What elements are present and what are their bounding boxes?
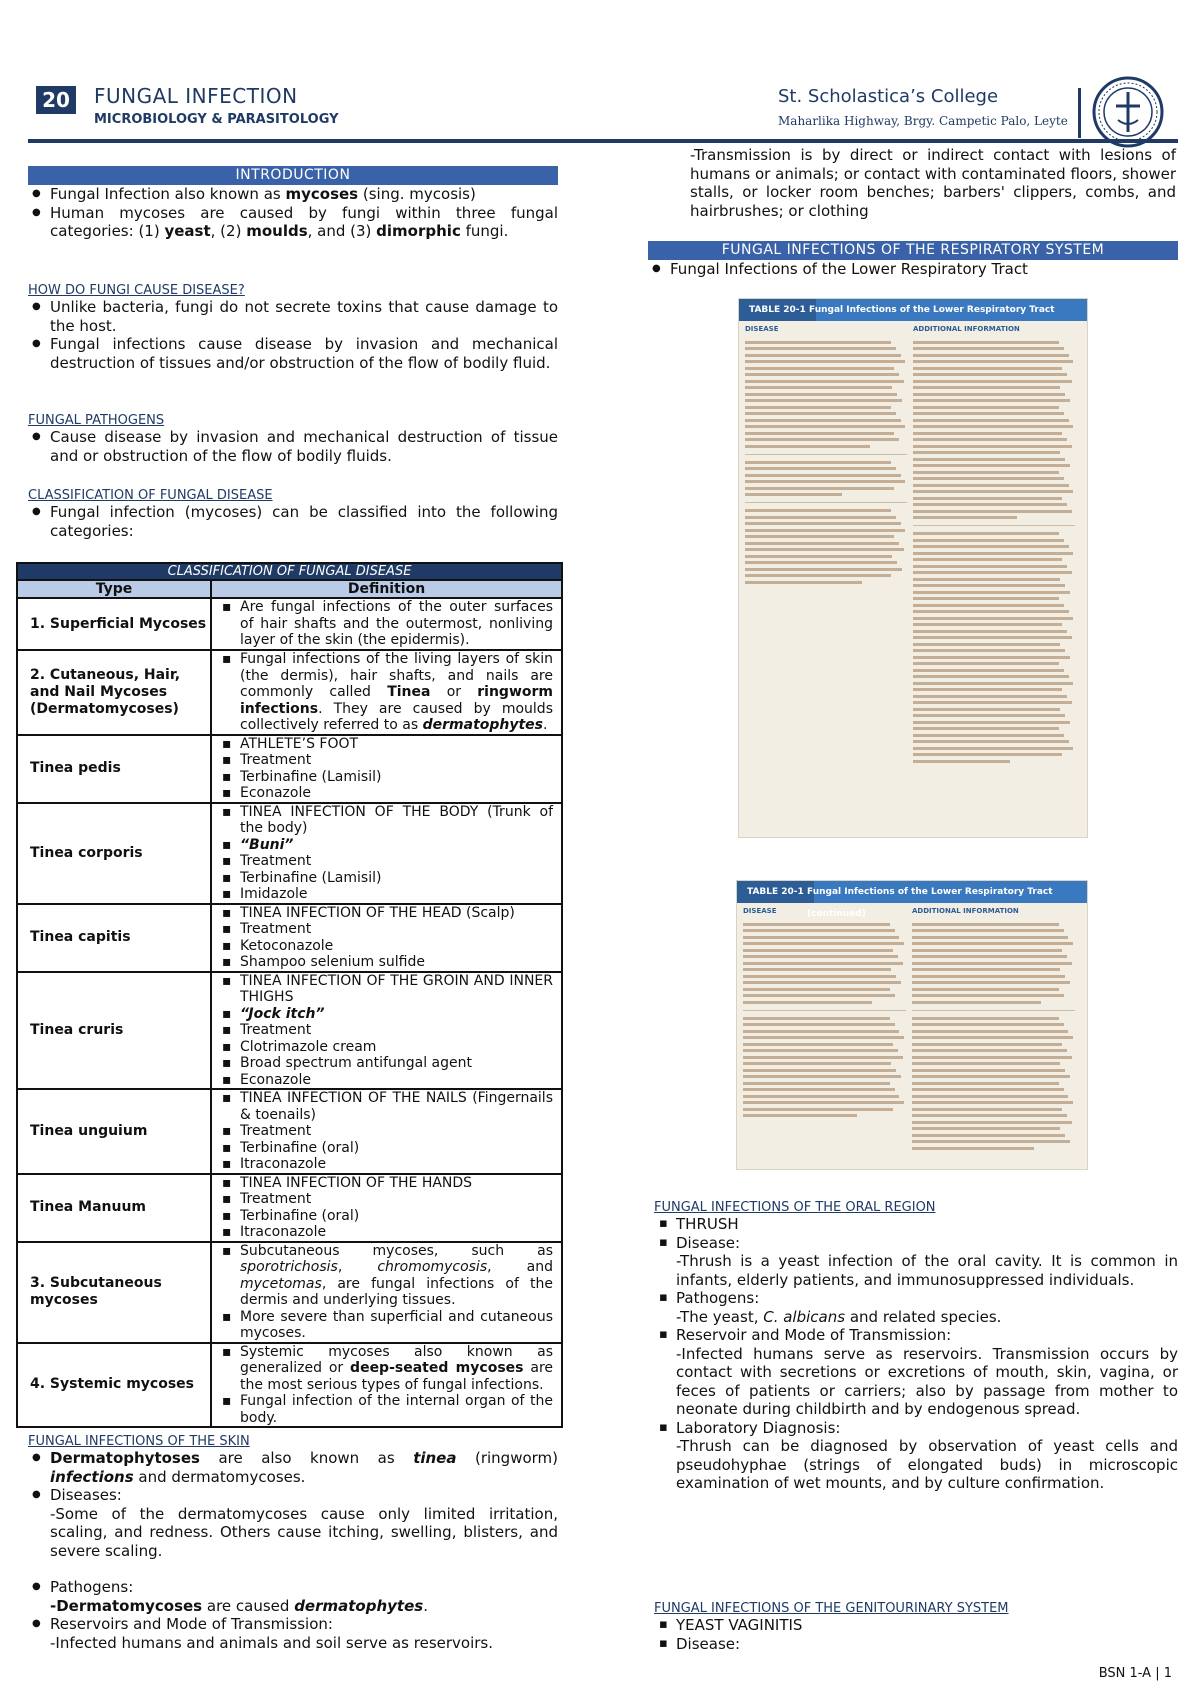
document-subtitle: MICROBIOLOGY & PARASITOLOGY [94, 112, 339, 127]
row-definition [211, 735, 562, 803]
oral-pathogens-text: -The yeast, C. albicans and related species. [676, 1307, 1002, 1326]
skin-bullet-4: ● Reservoirs and Mode of Transmission: [28, 1615, 558, 1634]
definition-item: ▪ ATHLETE’S FOOT [218, 736, 553, 753]
definition-item: ▪ Are fungal infections of the outer surfaces of hair shafts and the outermost, nonliving layer of the skin (the epidermis). [218, 599, 553, 649]
pathogens-section [28, 413, 558, 465]
figure-text-block [737, 919, 1087, 1153]
row-type: Tinea Manuum [17, 1174, 211, 1242]
oral-section [654, 1200, 1178, 1493]
definition-item: ▪ TINEA INFECTION OF THE BODY (Trunk of the body) [218, 804, 553, 837]
figure-column-header: DISEASE [745, 325, 779, 333]
figure-title: Fungal Infections of the Lower Respiratory Tract (continued) [807, 887, 1053, 919]
oral-bullet-1: ▪ THRUSH [654, 1215, 1178, 1234]
figure-column-header: ADDITIONAL INFORMATION [913, 325, 1020, 333]
respiratory-table-image-1 [738, 298, 1088, 838]
definition-item: ▪ TINEA INFECTION OF THE GROIN AND INNER THIGHS [218, 973, 553, 1006]
definition-item: ▪ Treatment [218, 1123, 553, 1140]
table-row [17, 803, 562, 904]
definition-item: ▪ Terbinafine (Lamisil) [218, 870, 553, 887]
row-type: 3. Subcutaneous mycoses [17, 1242, 211, 1343]
row-definition [211, 972, 562, 1090]
definition-item: ▪ More severe than superficial and cutaneous mycoses. [218, 1309, 553, 1342]
row-type: Tinea unguium [17, 1089, 211, 1174]
definition-item: ▪ Systemic mycoses also known as generalized or deep-seated mycoses are the most serious types of fungal infections. [218, 1344, 553, 1394]
definition-item: ▪ Treatment [218, 1022, 553, 1039]
respiratory-bullet-1: ● Fungal Infections of the Lower Respiratory Tract [648, 260, 1178, 279]
row-type: 4. Systemic mycoses [17, 1343, 211, 1428]
col-header-type: Type [17, 580, 211, 598]
oral-bullet-3: ▪ Pathogens: [654, 1289, 1178, 1308]
table-row [17, 972, 562, 1090]
figure-title: Fungal Infections of the Lower Respiratory Tract [809, 305, 1055, 315]
gu-bullet-1: ▪ YEAST VAGINITIS [654, 1616, 1178, 1635]
definition-item: ▪ Econazole [218, 785, 553, 802]
skin-section [28, 1434, 558, 1652]
skin-diseases-text: -Some of the dermatomycoses cause only limited irritation, scaling, and redness. Others cause itching, swelling, blisters, and severe scaling. [50, 1504, 558, 1560]
definition-item: ▪ TINEA INFECTION OF THE NAILS (Fingernails & toenails) [218, 1090, 553, 1123]
how-bullet-1: ● Unlike bacteria, fungi do not secrete toxins that cause damage to the host. [28, 298, 558, 335]
gu-bullet-2: ▪ Disease: [654, 1635, 1178, 1654]
classification-table [16, 562, 563, 1428]
introduction-heading: INTRODUCTION [28, 166, 558, 185]
table-row [17, 598, 562, 650]
definition-item: ▪ Fungal infections of the living layers of skin (the dermis), hair shafts, and nails are commonly called Tinea or ringworm infections. They are caused by moulds collectively referred to as dermatophytes. [218, 651, 553, 734]
definition-item: ▪ Ketoconazole [218, 938, 553, 955]
definition-item: ▪ Treatment [218, 1191, 553, 1208]
transmission-text: -Transmission is by direct or indirect contact with lesions of humans or animals; or contact with contaminated floors, shower stalls, or locker room benches; barbers' clippers, combs, and hairbrushes; or clothing [690, 146, 1176, 220]
college-address: Maharlika Highway, Brgy. Campetic Palo, Leyte [778, 114, 1068, 128]
definition-item: ▪ Terbinafine (oral) [218, 1208, 553, 1225]
definition-item: ▪ TINEA INFECTION OF THE HEAD (Scalp) [218, 905, 553, 922]
row-definition [211, 904, 562, 972]
definition-item: ▪ Treatment [218, 752, 553, 769]
oral-bullet-2: ▪ Disease: [654, 1234, 1178, 1253]
definition-item: ▪ Terbinafine (oral) [218, 1140, 553, 1157]
oral-bullet-5: ▪ Laboratory Diagnosis: [654, 1419, 1178, 1438]
row-definition [211, 598, 562, 650]
figure-tag: TABLE 20-1 [737, 881, 814, 903]
definition-item: ▪ Treatment [218, 853, 553, 870]
oral-heading: FUNGAL INFECTIONS OF THE ORAL REGION [654, 1200, 936, 1215]
oral-diagnosis-text: -Thrush can be diagnosed by observation of yeast cells and pseudohyphae (strings of elongated buds) in microscopic examination of wet mounts, and by culture confirmation. [676, 1437, 1178, 1492]
table-row [17, 1343, 562, 1428]
table-row [17, 735, 562, 803]
row-type: 2. Cutaneous, Hair, and Nail Mycoses (Dermatomycoses) [17, 650, 211, 735]
table-row [17, 1174, 562, 1242]
oral-disease-text: -Thrush is a yeast infection of the oral cavity. It is common in infants, elderly patients, and immunosuppressed individuals. [676, 1252, 1178, 1289]
college-name: St. Scholastica’s College [778, 86, 999, 107]
definition-item: ▪ Shampoo selenium sulfide [218, 954, 553, 971]
table-row [17, 1242, 562, 1343]
figure-column-header: ADDITIONAL INFORMATION [912, 907, 1019, 915]
header-divider [1078, 88, 1081, 138]
definition-item: ▪ Clotrimazole cream [218, 1039, 553, 1056]
figure-tag: TABLE 20-1 [739, 299, 816, 321]
respiratory-heading: FUNGAL INFECTIONS OF THE RESPIRATORY SYSTEM [648, 241, 1178, 260]
definition-item: ▪ Subcutaneous mycoses, such as sporotrichosis, chromomycosis, and mycetomas, are fungal infections of the dermis and underlying tissues. [218, 1243, 553, 1309]
skin-reservoirs-text: -Infected humans and animals and soil serve as reservoirs. [50, 1633, 494, 1652]
oral-reservoir-text: -Infected humans serve as reservoirs. Transmission occurs by contact with secretions or excretions of mouth, skin, vagina, or feces of patients or carriers; also by passage from mother to neonate during childbirth and by endogenous spread. [676, 1344, 1178, 1418]
row-definition [211, 803, 562, 904]
skin-bullet-1: ● Dermatophytoses are also known as tinea (ringworm) infections and dermatomycoses. [28, 1449, 558, 1486]
definition-item: ▪ Terbinafine (Lamisil) [218, 769, 553, 786]
intro-bullet-1: ● Fungal Infection also known as mycoses (sing. mycosis) [28, 185, 558, 204]
row-type: 1. Superficial Mycoses [17, 598, 211, 650]
definition-item: ▪ Econazole [218, 1072, 553, 1089]
table-caption: CLASSIFICATION OF FUNGAL DISEASE [17, 563, 562, 580]
figure-text-block [739, 337, 1087, 766]
definition-item: ▪ Itraconazole [218, 1224, 553, 1241]
intro-bullet-2: ● Human mycoses are caused by fungi within three fungal categories: (1) yeast, (2) moulds, and (3) dimorphic fungi. [28, 204, 558, 241]
document-title: FUNGAL INFECTION [94, 84, 298, 108]
definition-item: ▪ Broad spectrum antifungal agent [218, 1055, 553, 1072]
definition-item: ▪ “Jock itch” [218, 1006, 553, 1023]
definition-item: ▪ Treatment [218, 921, 553, 938]
classification-bullet-1: ● Fungal infection (mycoses) can be classified into the following categories: [28, 503, 558, 540]
definition-item: ▪ “Buni” [218, 837, 553, 854]
genitourinary-heading: FUNGAL INFECTIONS OF THE GENITOURINARY SYSTEM [654, 1601, 1009, 1616]
skin-bullet-3: ● Pathogens: [28, 1578, 558, 1597]
how-section [28, 283, 558, 372]
skin-bullet-2: ● Diseases: [28, 1486, 558, 1505]
table-row [17, 650, 562, 735]
oral-bullet-4: ▪ Reservoir and Mode of Transmission: [654, 1326, 1178, 1345]
row-definition [211, 1174, 562, 1242]
row-definition [211, 650, 562, 735]
definition-item: ▪ Fungal infection of the internal organ of the body. [218, 1393, 553, 1426]
row-definition [211, 1343, 562, 1428]
chapter-number: 20 [36, 86, 76, 114]
how-heading: HOW DO FUNGI CAUSE DISEASE? [28, 283, 245, 298]
row-type: Tinea cruris [17, 972, 211, 1090]
table-row [17, 904, 562, 972]
classification-heading: CLASSIFICATION OF FUNGAL DISEASE [28, 488, 273, 503]
respiratory-table-image-2 [736, 880, 1088, 1170]
introduction-section [28, 166, 558, 241]
skin-heading: FUNGAL INFECTIONS OF THE SKIN [28, 1434, 250, 1449]
pathogens-heading: FUNGAL PATHOGENS [28, 413, 165, 428]
pathogens-bullet-1: ● Cause disease by invasion and mechanical destruction of tissue and or obstruction of the flow of bodily fluids. [28, 428, 558, 465]
row-definition [211, 1089, 562, 1174]
col-header-definition: Definition [211, 580, 562, 598]
table-row [17, 1089, 562, 1174]
row-definition [211, 1242, 562, 1343]
header-rule [28, 139, 1178, 143]
genitourinary-section [654, 1601, 1178, 1653]
how-bullet-2: ● Fungal infections cause disease by invasion and mechanical destruction of tissues and/or obstruction of the flow of bodily fluid. [28, 335, 558, 372]
definition-item: ▪ Itraconazole [218, 1156, 553, 1173]
college-seal-logo [1092, 76, 1164, 148]
respiratory-section [648, 241, 1178, 279]
skin-pathogens-text: -Dermatomycoses are caused dermatophytes. [50, 1596, 428, 1615]
classification-section [28, 488, 558, 540]
row-type: Tinea capitis [17, 904, 211, 972]
figure-column-header: DISEASE [743, 907, 777, 915]
definition-item: ▪ TINEA INFECTION OF THE HANDS [218, 1175, 553, 1192]
row-type: Tinea pedis [17, 735, 211, 803]
page-footer: BSN 1-A | 1 [1098, 1666, 1172, 1681]
definition-item: ▪ Imidazole [218, 886, 553, 903]
row-type: Tinea corporis [17, 803, 211, 904]
